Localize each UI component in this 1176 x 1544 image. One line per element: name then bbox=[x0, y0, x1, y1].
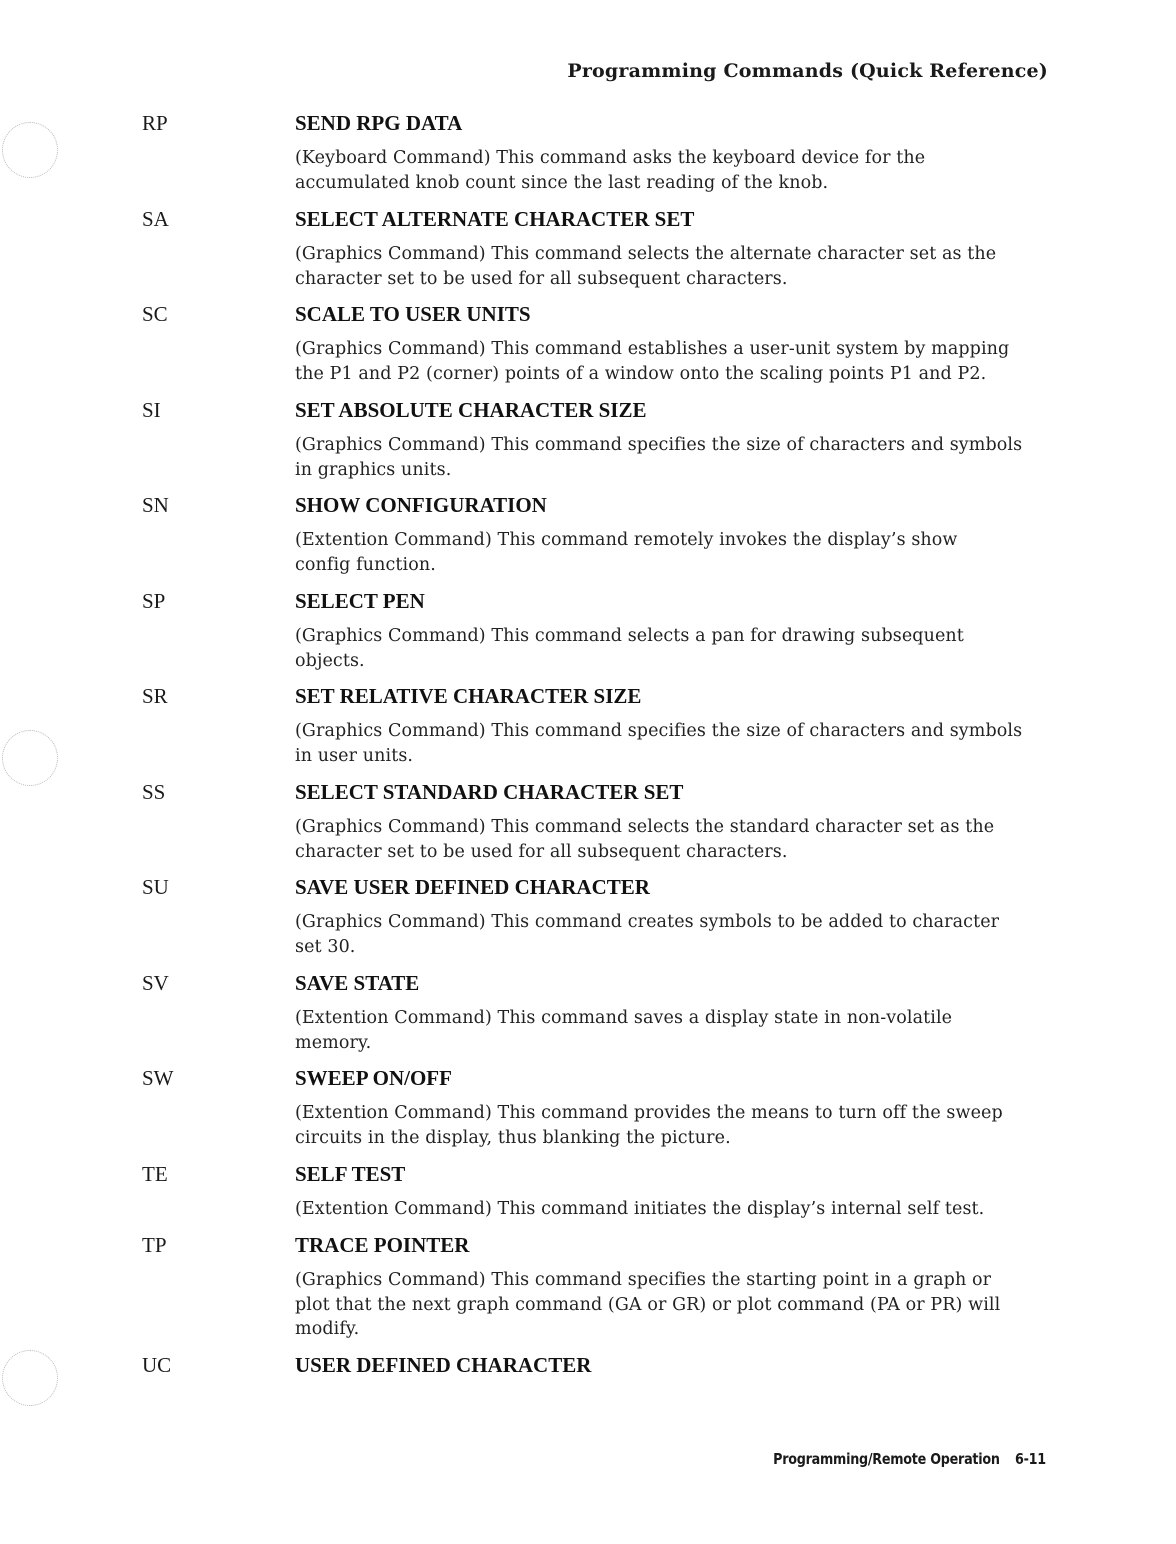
command-description bbox=[295, 528, 1055, 577]
command-title: USER DEFINED CHARACTER bbox=[295, 1353, 592, 1377]
page-footer bbox=[773, 1450, 1046, 1468]
description-line: accumulated knob count since the last reading of the knob. bbox=[295, 172, 829, 193]
description-line: (Graphics Command) This command selects a pan for drawing subsequent bbox=[295, 626, 964, 646]
description-line: memory. bbox=[295, 1032, 372, 1053]
command-title: SAVE USER DEFINED CHARACTER bbox=[295, 875, 650, 899]
command-description bbox=[295, 719, 1055, 768]
command-title: SELECT STANDARD CHARACTER SET bbox=[295, 780, 684, 804]
command-code: SI bbox=[142, 398, 161, 422]
command-code: SP bbox=[142, 589, 166, 613]
description-line: in graphics units. bbox=[295, 459, 452, 480]
punch-hole-top bbox=[2, 122, 58, 178]
description-line: (Graphics Command) This command establishes a user-unit system by mapping bbox=[295, 339, 1010, 359]
command-description bbox=[295, 815, 1055, 864]
command-title: SELECT ALTERNATE CHARACTER SET bbox=[295, 207, 695, 231]
command-title: SCALE TO USER UNITS bbox=[295, 302, 531, 326]
command-title: SET RELATIVE CHARACTER SIZE bbox=[295, 684, 642, 708]
command-description bbox=[295, 1268, 1055, 1342]
command-description bbox=[295, 624, 1055, 673]
command-code: SC bbox=[142, 302, 168, 326]
description-line: (Graphics Command) This command selects the alternate character set as the bbox=[295, 244, 997, 264]
command-title: SELF TEST bbox=[295, 1162, 406, 1186]
description-line: plot that the next graph command (GA or GR) or plot command (PA or PR) will bbox=[295, 1294, 1001, 1315]
description-line: objects. bbox=[295, 650, 365, 671]
page-header: Programming Commands (Quick Reference) bbox=[567, 60, 1048, 82]
command-code: UC bbox=[142, 1353, 172, 1377]
command-title: SWEEP ON/OFF bbox=[295, 1066, 452, 1090]
command-code: SV bbox=[142, 971, 169, 995]
description-line: (Graphics Command) This command specifies the size of characters and symbols bbox=[295, 435, 1023, 455]
command-code: TP bbox=[142, 1233, 167, 1257]
command-code: RP bbox=[142, 111, 168, 135]
description-line: (Extention Command) This command initiates the display’s internal self test. bbox=[295, 1199, 985, 1219]
command-code: SR bbox=[142, 684, 168, 708]
command-description bbox=[295, 910, 1055, 959]
command-code: SN bbox=[142, 493, 169, 517]
description-line: character set to be used for all subsequent characters. bbox=[295, 268, 788, 289]
description-line: (Keyboard Command) This command asks the keyboard device for the bbox=[295, 148, 926, 168]
command-description bbox=[295, 146, 1055, 195]
description-line: (Extention Command) This command saves a display state in non-volatile bbox=[295, 1008, 953, 1028]
command-code: SW bbox=[142, 1066, 174, 1090]
description-line: modify. bbox=[295, 1319, 360, 1339]
footer-section: Programming/Remote Operation bbox=[773, 1450, 1000, 1468]
description-line: set 30. bbox=[295, 936, 356, 957]
footer-page-number: 6-11 bbox=[1015, 1450, 1046, 1468]
command-description bbox=[295, 337, 1055, 386]
command-code: SA bbox=[142, 207, 169, 231]
description-line: (Graphics Command) This command specifies the size of characters and symbols bbox=[295, 721, 1023, 741]
description-line: character set to be used for all subsequent characters. bbox=[295, 841, 788, 862]
command-description bbox=[295, 1101, 1055, 1150]
command-title: SELECT PEN bbox=[295, 589, 425, 613]
command-description bbox=[295, 433, 1055, 482]
command-code: SS bbox=[142, 780, 166, 804]
description-line: the P1 and P2 (corner) points of a window onto the scaling points P1 and P2. bbox=[295, 363, 987, 384]
description-line: (Graphics Command) This command specifies the starting point in a graph or bbox=[295, 1270, 992, 1290]
command-title: SEND RPG DATA bbox=[295, 111, 463, 135]
description-line: (Graphics Command) This command selects the standard character set as the bbox=[295, 817, 995, 837]
command-title: TRACE POINTER bbox=[295, 1233, 470, 1257]
description-line: (Graphics Command) This command creates symbols to be added to character bbox=[295, 912, 1000, 932]
description-line: (Extention Command) This command provides the means to turn off the sweep bbox=[295, 1103, 1003, 1123]
command-code: SU bbox=[142, 875, 169, 899]
description-line: config function. bbox=[295, 554, 436, 575]
punch-hole-middle bbox=[2, 730, 58, 786]
command-description bbox=[295, 242, 1055, 291]
command-title: SAVE STATE bbox=[295, 971, 420, 995]
command-description bbox=[295, 1197, 1055, 1222]
description-line: in user units. bbox=[295, 745, 414, 766]
description-line: circuits in the display, thus blanking the picture. bbox=[295, 1127, 731, 1148]
command-code: TE bbox=[142, 1162, 168, 1186]
command-title: SET ABSOLUTE CHARACTER SIZE bbox=[295, 398, 647, 422]
command-title: SHOW CONFIGURATION bbox=[295, 493, 547, 517]
description-line: (Extention Command) This command remotely invokes the display’s show bbox=[295, 530, 958, 550]
command-description bbox=[295, 1006, 1055, 1055]
punch-hole-bottom bbox=[2, 1350, 58, 1406]
